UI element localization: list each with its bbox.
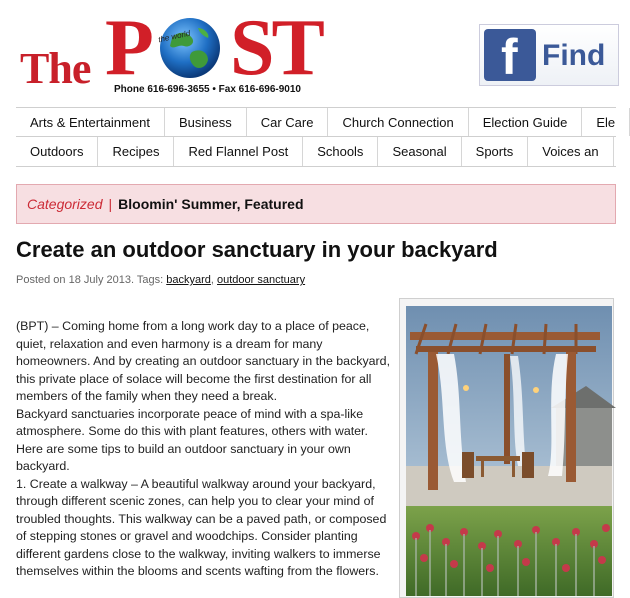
nav-item-recipes[interactable]: Recipes — [98, 137, 174, 166]
nav-item-arts-entertainment[interactable]: Arts & Entertainment — [16, 108, 165, 136]
category-links[interactable]: Bloomin' Summer, Featured — [118, 196, 304, 212]
contact-info: Phone 616-696-3655 • Fax 616-696-9010 — [114, 84, 301, 95]
logo-the: The — [20, 44, 91, 93]
tag-link-outdoor-sanctuary[interactable]: outdoor sanctuary — [217, 274, 306, 286]
category-separator: | — [108, 196, 113, 212]
nav-item-seasonal[interactable]: Seasonal — [378, 137, 461, 166]
logo-tagline: the world — [157, 28, 192, 45]
nav-item-election-guide[interactable]: Election Guide — [469, 108, 583, 136]
tag-separator: , — [210, 274, 214, 286]
nav-item-schools[interactable]: Schools — [303, 137, 378, 166]
article-body — [16, 318, 392, 581]
article-image-pergola[interactable] — [406, 306, 612, 596]
nav-item-car-care[interactable]: Car Care — [247, 108, 329, 136]
logo-letters-st: ST — [230, 4, 322, 92]
nav-item-voices[interactable]: Voices an — [528, 137, 613, 166]
logo-letter-p: P — [105, 4, 154, 92]
nav-item-church-connection[interactable]: Church Connection — [328, 108, 468, 136]
category-bar — [16, 184, 616, 224]
nav-item-outdoors[interactable]: Outdoors — [16, 137, 98, 166]
nav-item-business[interactable]: Business — [165, 108, 247, 136]
facebook-banner[interactable] — [479, 24, 619, 86]
tag-link-backyard[interactable]: backyard — [166, 274, 211, 286]
facebook-banner-text: Find — [542, 39, 606, 72]
article-paragraph: (BPT) – Coming home from a long work day to a place of peace, quiet, relaxation and even harmony is a dream for many homeowners. And by creating an outdoor sanctuary in the backyard, this private place of solace will become the first destination for all members of the family when they need a break. — [16, 319, 391, 403]
article-paragraph: 1. Create a walkway – A beautiful walkway around your backyard, through different scenic zones, can help you to clear your mind of troubled thoughts. This walkway can be a paved path, or composed of stepping stones or gravel and woodchips. Consider planting different gardens close to the walkway, inviting walkers to immerse themselves within the blooms and scents wafting from the flowers. — [16, 476, 387, 578]
article-meta — [16, 274, 305, 286]
main-nav-row-1 — [16, 107, 616, 137]
posted-date: Posted on 18 July 2013. Tags: — [16, 274, 164, 286]
globe-icon — [158, 16, 222, 80]
facebook-icon: f — [484, 29, 536, 81]
article-paragraph: Backyard sanctuaries incorporate peace of mind with a spa-like atmosphere. Some do this with plant features, others with water. Here are some tips to build an outdoor sanctuary in your own backyard. — [16, 406, 368, 473]
main-nav-row-2 — [16, 137, 616, 167]
nav-item-red-flannel-post[interactable]: Red Flannel Post — [174, 137, 303, 166]
article-title: Create an outdoor sanctuary in your backyard — [16, 237, 498, 262]
category-label: Categorized — [27, 196, 103, 212]
nav-item-sports[interactable]: Sports — [462, 137, 529, 166]
nav-item-ele[interactable]: Ele — [582, 108, 630, 136]
masthead — [0, 0, 609, 105]
